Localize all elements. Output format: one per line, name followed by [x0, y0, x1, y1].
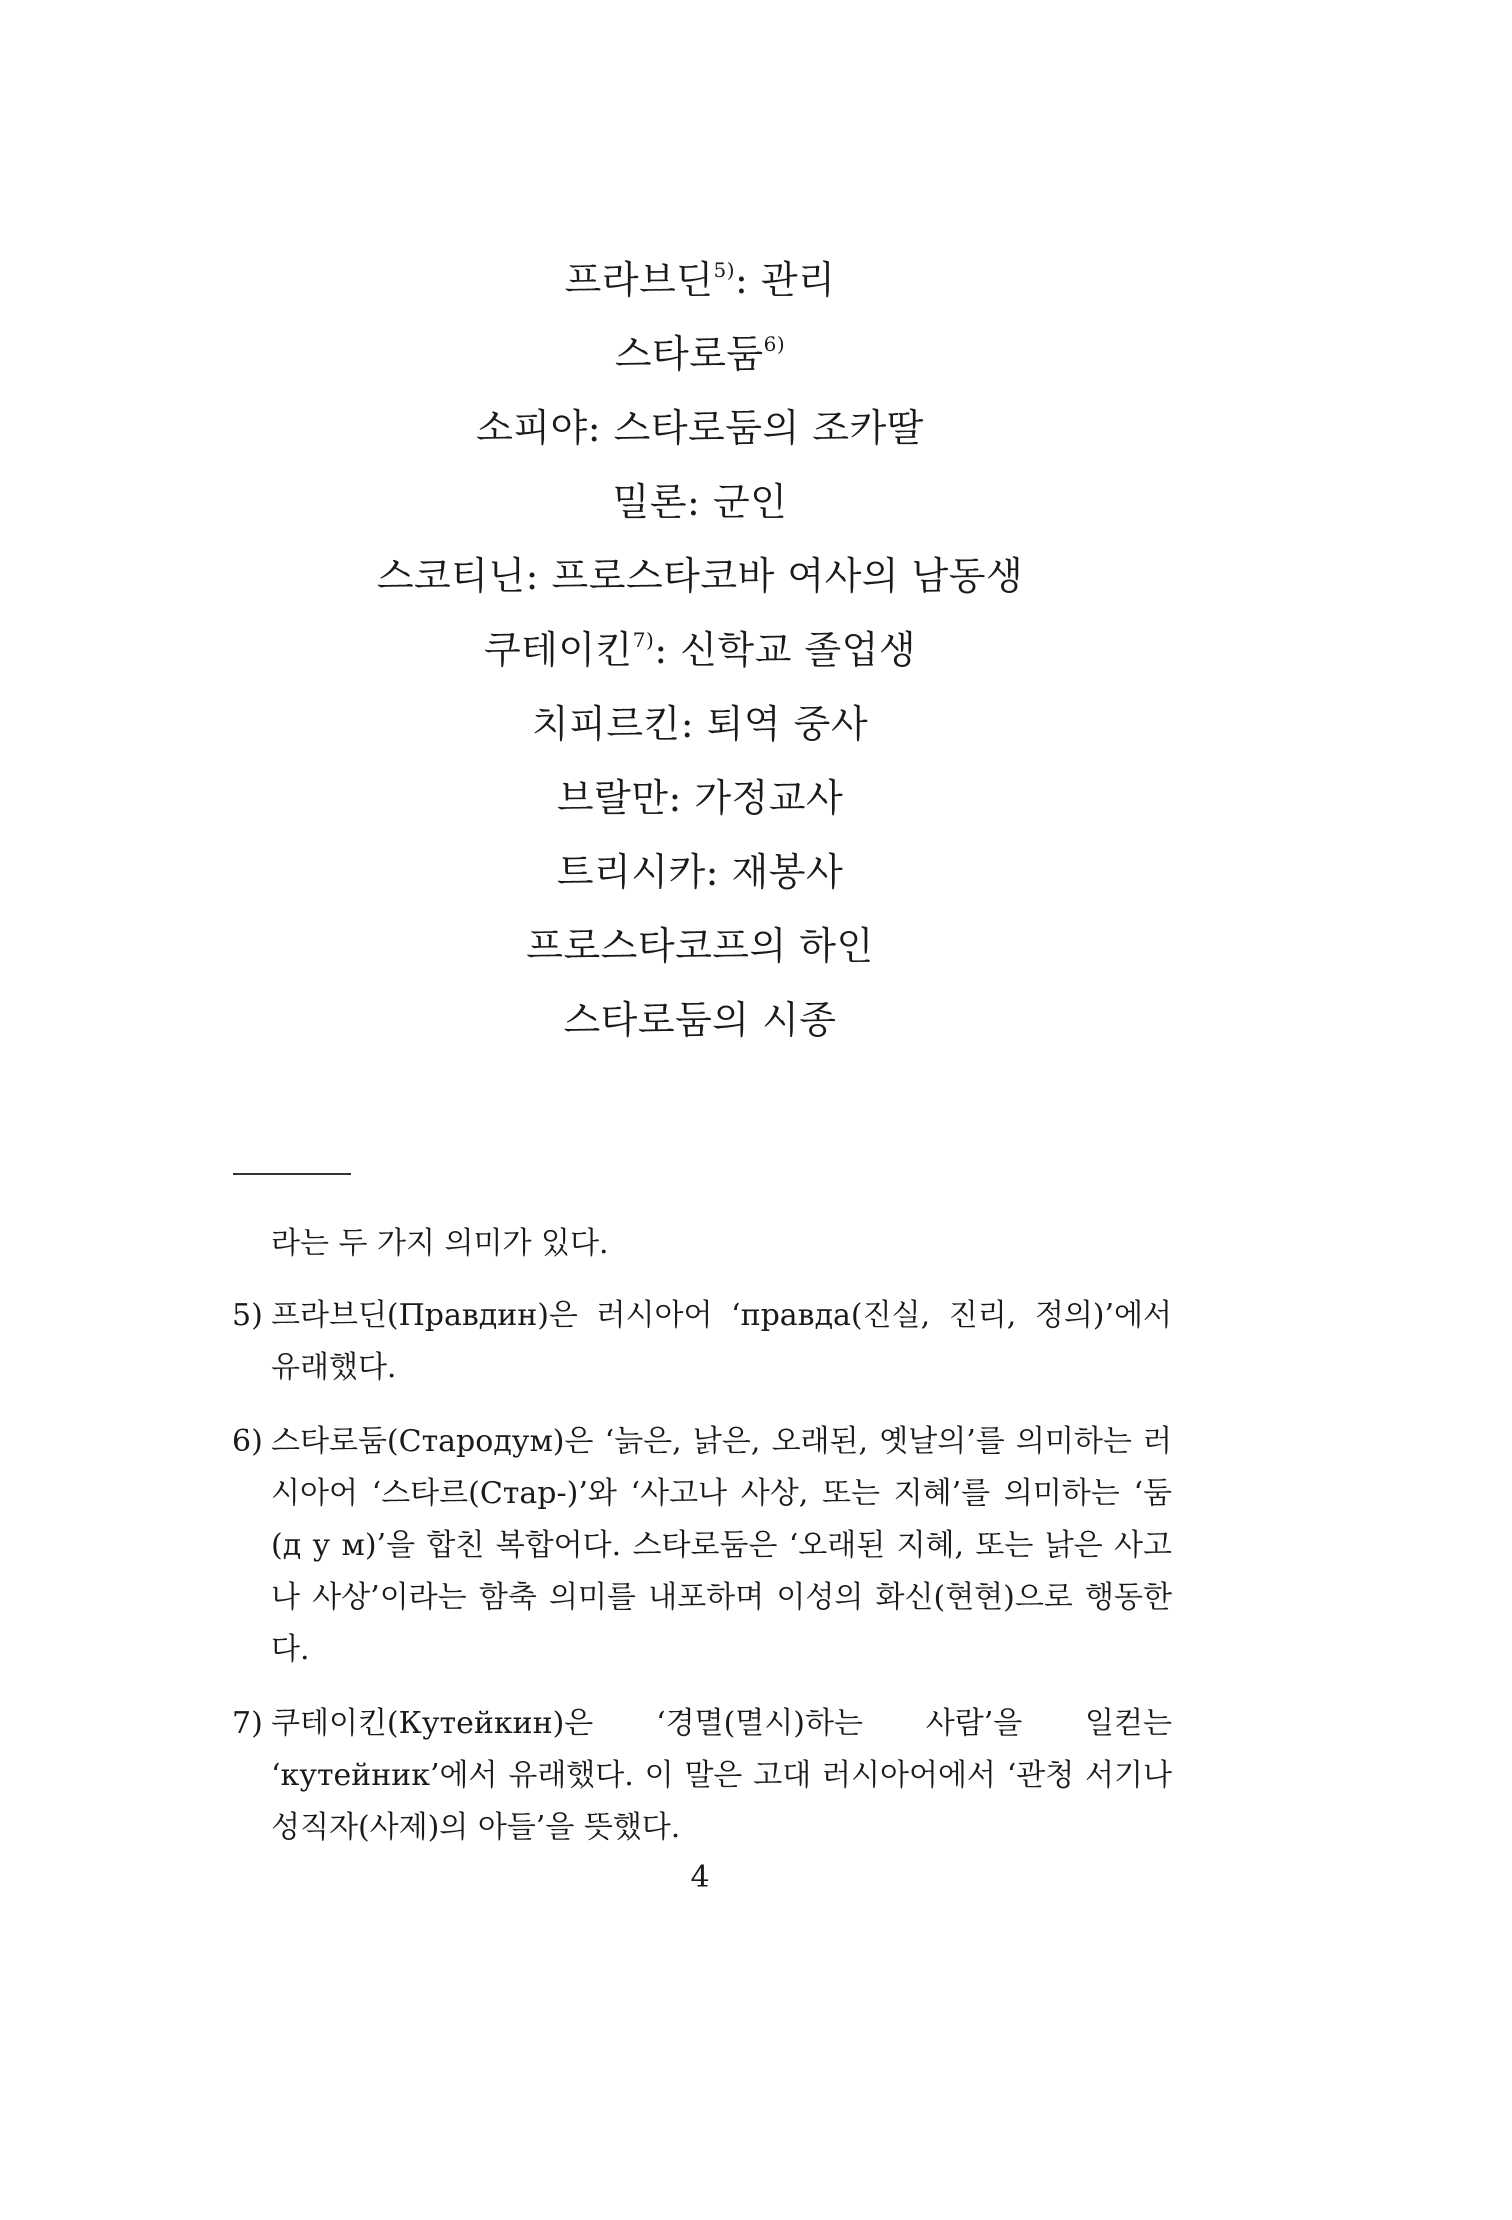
footnote-text: 스타로둠(Стародум)은 ‘늙은, 낡은, 오래된, 옛날의’를 의미하는 러시아어 ‘스타르(Стар-)’와 ‘사고나 사상, 또는 지혜’를 의미하는 ‘둠(д у м)’을 합친 복합어다. 스타로둠은 ‘오래된 지혜, 또는 낡은 사고나 사상’이라는 함축 의미를 내포하며 이성의 화신(현현)으로 행동한다.	[271, 1424, 1172, 1667]
cast-name: 스타로둠의 시종	[563, 998, 837, 1042]
cast-entry-trishka	[0, 840, 1400, 914]
footnote-7	[232, 1698, 1172, 1854]
footnote-text: 프라브딘(Правдин)은 러시아어 ‘правда(진실, 진리, 정의)’에서 유래했다.	[271, 1298, 1172, 1385]
footnote-ref: 7)	[632, 628, 655, 652]
cast-name: 트리시카: 재봉사	[556, 850, 844, 894]
page-number: 4	[690, 1860, 710, 1895]
footnote-5	[232, 1290, 1172, 1394]
footnote-number: 7)	[232, 1706, 263, 1741]
cast-name: 밀론: 군인	[612, 480, 788, 524]
footnote-6	[232, 1416, 1172, 1676]
cast-name: 소피야: 스타로둠의 조카딸	[476, 406, 924, 450]
cast-name: 프라브딘	[564, 258, 714, 302]
cast-entry-tsyfirkin	[0, 692, 1400, 766]
cast-entry-pravdin	[0, 248, 1400, 322]
footnote-number: 5)	[232, 1298, 263, 1333]
cast-entry-starodum	[0, 322, 1400, 396]
cast-entry-servant	[0, 914, 1400, 988]
footnote-number: 6)	[232, 1424, 263, 1459]
cast-entry-valet	[0, 988, 1400, 1062]
footnotes	[232, 1218, 1172, 1876]
cast-name: 쿠테이킨	[483, 628, 633, 672]
cast-name: 치피르킨: 퇴역 중사	[531, 702, 869, 746]
cast-role: : 신학교 졸업생	[654, 628, 917, 672]
footnote-text: 쿠테이킨(Кутейкин)은 ‘경멸(멸시)하는 사람’을 일컫는 ‘кутейник’에서 유래했다. 이 말은 고대 러시아어에서 ‘관청 서기나 성직자(사제)의 아들’을 뜻했다.	[271, 1706, 1172, 1845]
cast-name: 브랄만: 가정교사	[556, 776, 844, 820]
footnote-ref: 6)	[763, 332, 786, 356]
cast-entry-milon	[0, 470, 1400, 544]
cast-entry-sofia	[0, 396, 1400, 470]
cast-name: 프로스타코프의 하인	[526, 924, 874, 968]
footnote-continuation: 라는 두 가지 의미가 있다.	[271, 1226, 609, 1261]
cast-entry-vralman	[0, 766, 1400, 840]
cast-name: 스코티닌: 프로스타코바 여사의 남동생	[376, 554, 1024, 598]
cast-list	[0, 248, 1400, 1062]
cast-entry-kuteikin	[0, 618, 1400, 692]
cast-entry-skotinin	[0, 544, 1400, 618]
cast-role: : 관리	[735, 258, 836, 302]
cast-name: 스타로둠	[614, 332, 764, 376]
footnote-separator	[233, 1173, 351, 1175]
footnote-ref: 5)	[713, 258, 736, 282]
